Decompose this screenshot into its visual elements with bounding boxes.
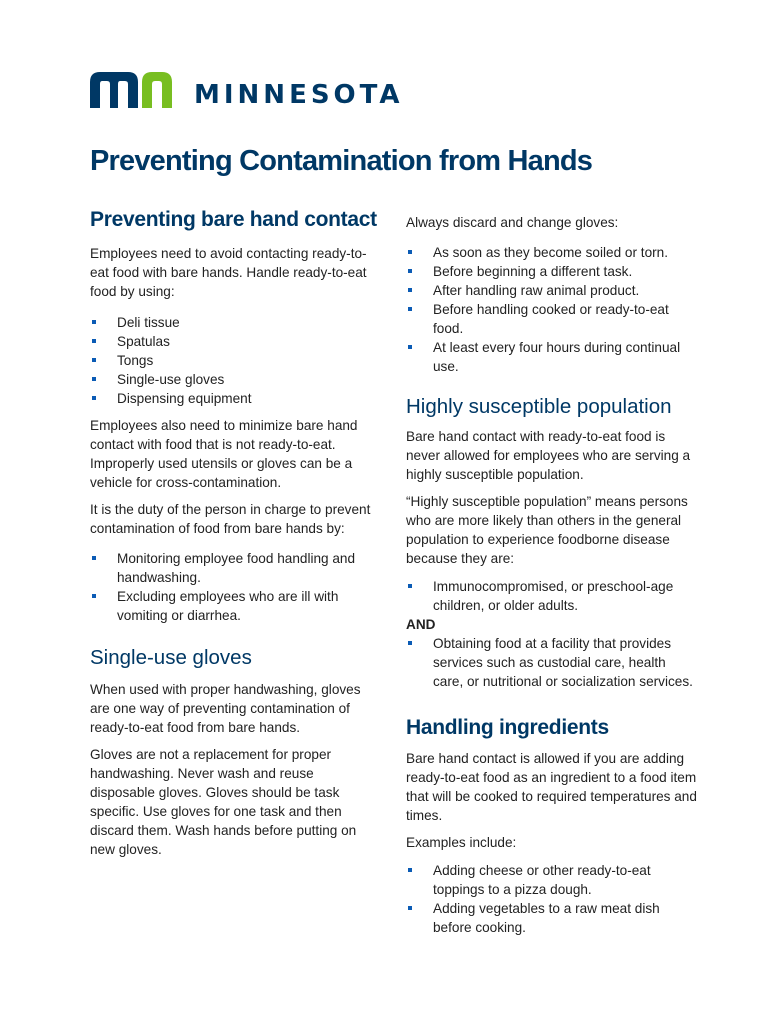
discard-list	[406, 243, 698, 376]
list-item: Obtaining food at a facility that provides services such as custodial care, health care, or nutritional or socialization services.	[406, 634, 698, 691]
list-item: Excluding employees who are ill with vomiting or diarrhea.	[90, 587, 380, 625]
examples-label: Examples include:	[406, 835, 517, 850]
right-column	[406, 213, 698, 937]
duty-list	[90, 549, 380, 625]
page-title: Preventing Contamination from Hands	[90, 145, 593, 177]
discard-intro: Always discard and change gloves:	[406, 215, 619, 230]
bare-hand-paragraph-2: Employees also need to minimize bare hand contact with food that is not ready-to-eat. Improperly used utensils or gloves can be a vehicle for cross-contamination.	[90, 418, 358, 490]
heading-handling-ingredients: Handling ingredients	[406, 716, 609, 739]
hsp-list-2	[406, 634, 698, 691]
list-item: Deli tissue	[90, 313, 380, 332]
gloves-paragraph-1: When used with proper handwashing, gloves are one way of preventing contamination of ready-to-eat food from bare hands.	[90, 682, 361, 735]
list-item: Dispensing equipment	[90, 389, 380, 408]
hsp-paragraph-2: “Highly susceptible population” means persons who are more likely than others in the general population to experience foodborne disease because they are:	[406, 494, 688, 566]
ingredients-paragraph-1: Bare hand contact is allowed if you are adding ready-to-eat food as an ingredient to a food item that will be cooked to required temperatures and times.	[406, 751, 697, 823]
list-item: Monitoring employee food handling and handwashing.	[90, 549, 380, 587]
hsp-paragraph-1: Bare hand contact with ready-to-eat food is never allowed for employees who are serving a highly susceptible population.	[406, 429, 691, 482]
list-item: Adding cheese or other ready-to-eat toppings to a pizza dough.	[406, 861, 698, 899]
bare-hand-paragraph-3: It is the duty of the person in charge to prevent contamination of food from bare hands by:	[90, 502, 371, 536]
gloves-paragraph-2: Gloves are not a replacement for proper handwashing. Never wash and reuse disposable gloves. Gloves should be task specific. Use gloves for one task and then discard them. Wash hands before putting on new gloves.	[90, 747, 357, 857]
list-item: After handling raw animal product.	[406, 281, 698, 300]
and-label: AND	[406, 617, 436, 632]
list-item: Adding vegetables to a raw meat dish before cooking.	[406, 899, 698, 937]
list-item: Spatulas	[90, 332, 380, 351]
list-item: Single-use gloves	[90, 370, 380, 389]
list-item: Before beginning a different task.	[406, 262, 698, 281]
heading-highly-susceptible-population: Highly susceptible population	[406, 395, 672, 418]
hsp-list-1	[406, 577, 698, 615]
list-item: As soon as they become soiled or torn.	[406, 243, 698, 262]
list-item: At least every four hours during continual use.	[406, 338, 698, 376]
list-item: Before handling cooked or ready-to-eat food.	[406, 300, 698, 338]
logo-wordmark: MINNESOTA	[194, 80, 404, 110]
left-column	[90, 207, 380, 859]
heading-bare-hand-contact: Preventing bare hand contact	[90, 208, 377, 231]
heading-single-use-gloves: Single-use gloves	[90, 646, 252, 669]
utensil-list	[90, 313, 380, 408]
bare-hand-intro: Employees need to avoid contacting ready-to-eat food with bare hands. Handle ready-to-eat food by using:	[90, 246, 367, 299]
list-item: Tongs	[90, 351, 380, 370]
list-item: Immunocompromised, or preschool-age children, or older adults.	[406, 577, 698, 615]
examples-list	[406, 861, 698, 937]
mn-logo-mark-icon	[90, 70, 174, 108]
minnesota-logo	[90, 70, 404, 108]
